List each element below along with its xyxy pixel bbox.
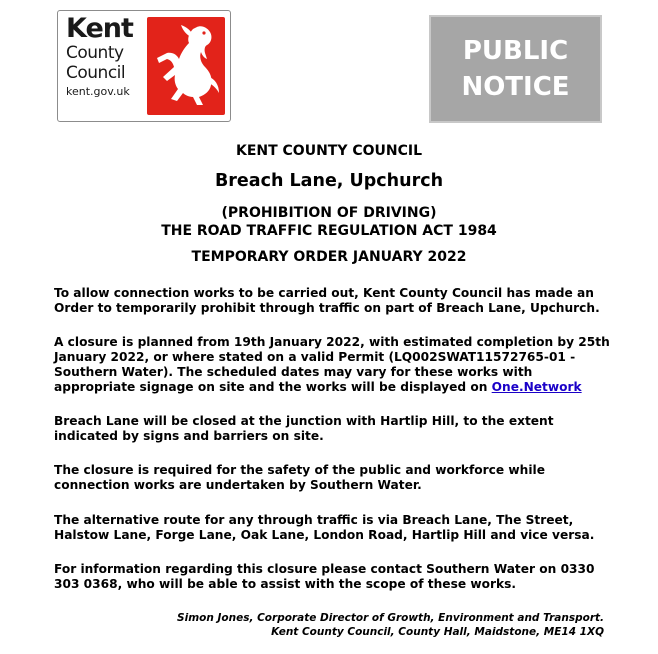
order-subtitle-line-1: (PROHIBITION OF DRIVING) [221, 205, 437, 221]
paragraph-closure-reason: The closure is required for the safety of the public and workforce while connection works are undertaken by Southern Water. [54, 463, 545, 492]
paragraph-closure-dates [54, 335, 614, 395]
council-heading: KENT COUNTY COUNCIL [235, 143, 423, 159]
notice-line-1: PUBLIC [462, 36, 569, 66]
order-date-heading: TEMPORARY ORDER JANUARY 2022 [191, 249, 467, 265]
signoff [177, 611, 604, 639]
logo-kent-text: Kent [66, 13, 133, 44]
order-subtitle [0, 204, 658, 240]
order-subtitle-line-2: THE ROAD TRAFFIC REGULATION ACT 1984 [161, 223, 497, 239]
notice-line-2: NOTICE [461, 72, 570, 102]
signoff-line-1: Simon Jones, Corporate Director of Growth, Environment and Transport. [177, 612, 604, 624]
white-horse-icon [147, 17, 225, 115]
logo-wordmark [66, 15, 146, 99]
paragraph-closure-dates-text: A closure is planned from 19th January 2022, with estimated completion by 25th January 2022, or where stated on a valid Permit (LQ002SWAT11572765-01 - Southern Water). The scheduled dates may vary for these works with appropriate signage on site and the works will be displayed on [54, 335, 610, 394]
logo-county-text: County [66, 43, 124, 63]
paragraph-order-purpose: To allow connection works to be carried out, Kent County Council has made an Order to temporarily prohibit through traffic on part of Breach Lane, Upchurch. [54, 286, 600, 315]
paragraph-alternative-route: The alternative route for any through traffic is via Breach Lane, The Street, Halstow Lane, Forge Lane, Oak Lane, London Road, Hartlip Hill and vice versa. [54, 513, 595, 542]
logo-council-text: Council [66, 63, 126, 83]
one-network-link[interactable]: One.Network [491, 380, 582, 394]
paragraph-closure-extent: Breach Lane will be closed at the junction with Hartlip Hill, to the extent indicated by signs and barriers on site. [54, 414, 554, 443]
page-title: Breach Lane, Upchurch [214, 171, 444, 191]
kent-county-council-logo [57, 10, 231, 122]
paragraph-contact-info: For information regarding this closure please contact Southern Water on 0330 303 0368, who will be able to assist with the scope of these works. [54, 562, 595, 591]
signoff-line-2: Kent County Council, County Hall, Maidstone, ME14 1XQ [271, 626, 604, 638]
public-notice-badge [429, 15, 602, 123]
logo-url-text: kent.gov.uk [66, 85, 130, 98]
